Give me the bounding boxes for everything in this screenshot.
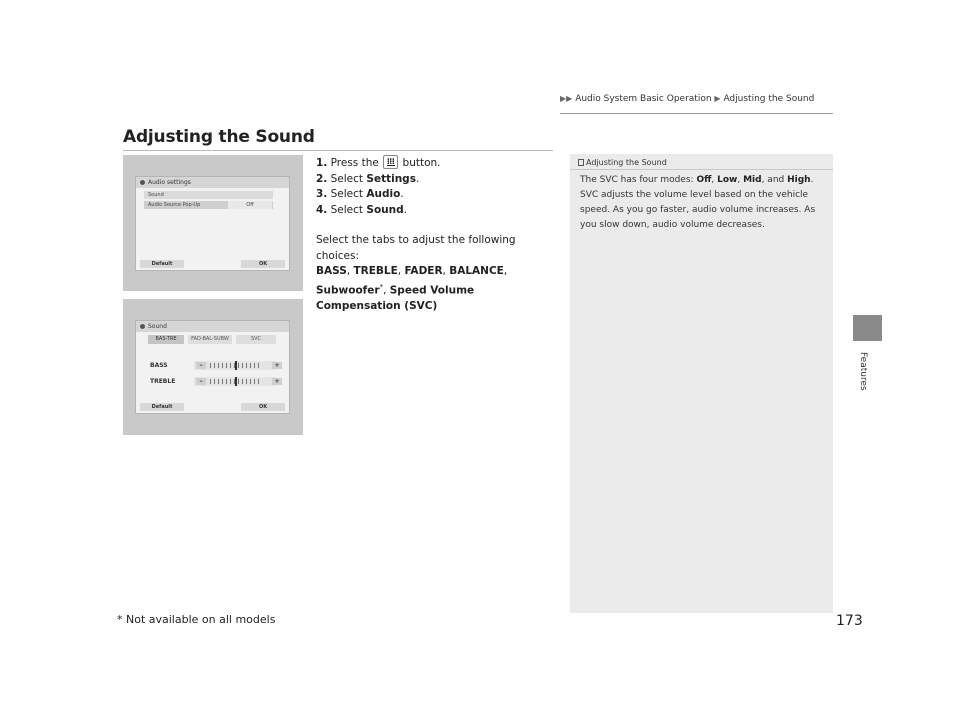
tab-svc: SVC [236, 335, 276, 344]
note-rule [570, 169, 833, 170]
bass-level-marker [235, 361, 237, 370]
default-button: Default [140, 260, 184, 268]
treble-label: TREBLE [150, 378, 176, 385]
tab-fad-bal-subw: FAD-BAL-SUBW [188, 335, 232, 344]
menu-item-label: Audio Source Pop-Up [148, 202, 201, 208]
step-2: 2. Select Settings. [316, 172, 420, 185]
bass-slider-row [144, 361, 284, 370]
minus-icon: – [196, 362, 206, 369]
step-1: 1. Press the button. [316, 157, 441, 169]
ok-button: OK [241, 403, 285, 411]
treble-level-marker [235, 377, 237, 386]
header-rule [560, 113, 833, 114]
sound-screen [135, 320, 290, 414]
arrow-icon: ▶ [714, 94, 721, 103]
minus-icon: – [196, 378, 206, 385]
page-number: 173 [836, 613, 863, 629]
choices-paragraph: Select the tabs to adjust the following choices: BASS, TREBLE, FADER, BALANCE, Subwoofer*, Speed Volume Compensation (SVC) [316, 234, 516, 312]
instruction-steps [316, 155, 552, 218]
breadcrumb-level2[interactable]: Adjusting the Sound [723, 94, 815, 104]
footnote: * Not available on all models [117, 613, 276, 626]
note-body: The SVC has four modes: Off, Low, Mid, and High. SVC adjusts the volume level based on the vehicle speed. As you go faster, audio volume increases. As you slow down, audio volume decreases. [580, 175, 816, 230]
ok-button: OK [241, 260, 285, 268]
menu-item-sound: Sound [144, 191, 273, 199]
breadcrumb [560, 94, 814, 104]
plus-icon: + [272, 362, 282, 369]
screen-footer [138, 260, 287, 268]
screen-header: Sound [136, 321, 289, 332]
arrow-icon: ▶▶ [560, 94, 573, 103]
step-4: 4. Select Sound. [316, 203, 407, 216]
treble-slider-row [144, 377, 284, 386]
sound-screenshot [123, 299, 303, 435]
section-tab [853, 315, 882, 341]
menu-item-audio-source-popup [144, 201, 273, 209]
footnote-marker[interactable]: * [379, 282, 384, 291]
audio-settings-screen [135, 176, 290, 271]
bass-label: BASS [150, 362, 168, 369]
default-button: Default [140, 403, 184, 411]
menu-item-value: Off [228, 201, 272, 209]
breadcrumb-level1[interactable]: Audio System Basic Operation [575, 94, 712, 104]
screen-footer [138, 403, 287, 411]
home-icon [383, 155, 398, 169]
step-3: 3. Select Audio. [316, 188, 404, 200]
plus-icon: + [272, 378, 282, 385]
tab-bas-tre: BAS-TRE [148, 335, 184, 344]
page-title: Adjusting the Sound [123, 127, 315, 147]
side-note [570, 154, 833, 613]
note-icon [578, 159, 584, 166]
screen-header: Audio settings [136, 177, 289, 188]
section-label: Features [858, 352, 868, 391]
title-rule [123, 150, 553, 151]
note-heading: Adjusting the Sound [578, 158, 667, 167]
audio-settings-screenshot [123, 155, 303, 291]
